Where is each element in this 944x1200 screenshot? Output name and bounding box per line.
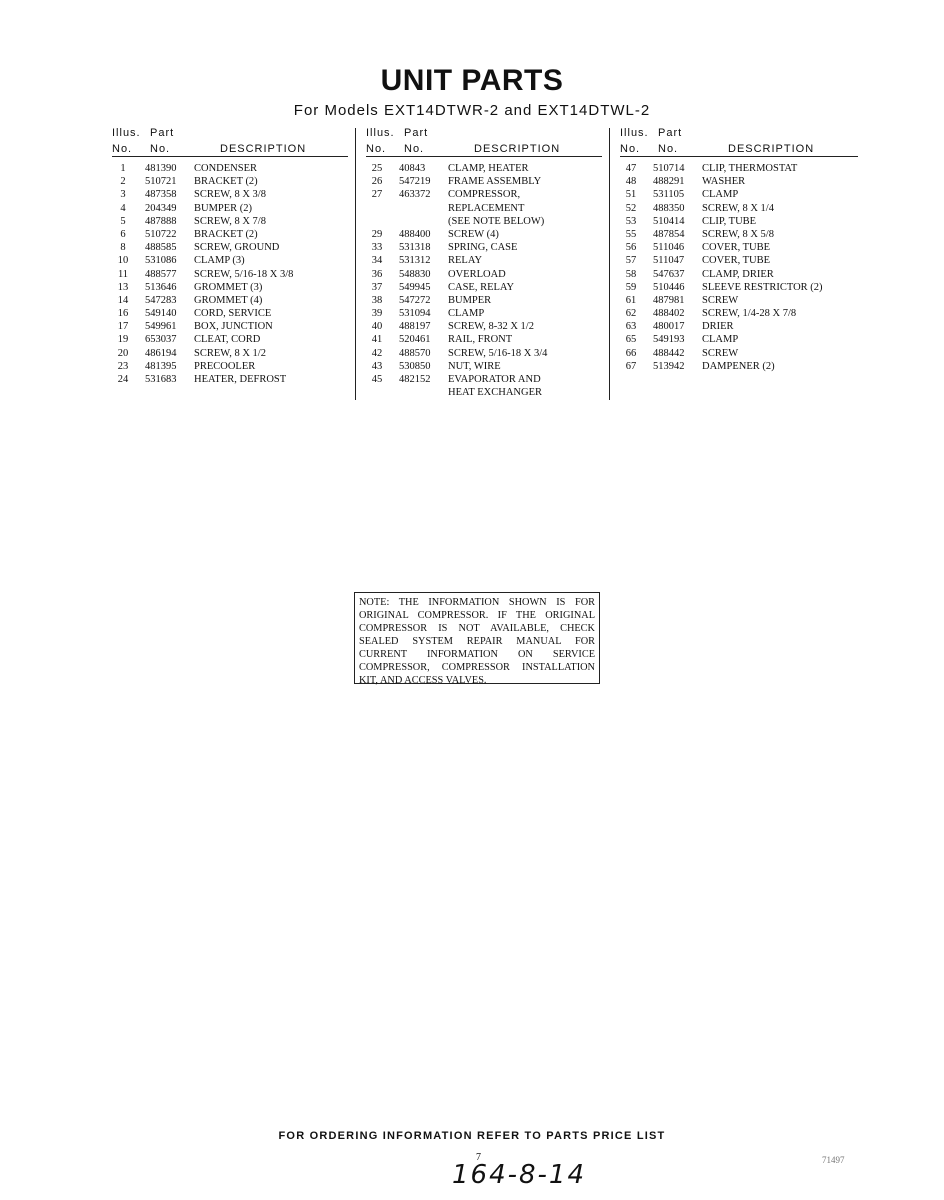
table-row [620,242,858,255]
part-number: 513942 [653,360,685,372]
table-row [366,242,602,255]
part-description: BUMPER (2) [194,202,253,214]
part-no-header: No. [404,143,425,155]
table-row [620,334,858,347]
part-number: 488570 [399,347,431,359]
illus-number: 5 [120,215,126,227]
illus-header: Illus. [620,127,649,139]
table-row [366,176,602,189]
part-description: REPLACEMENT [448,202,525,214]
table-row [366,255,602,268]
part-number: 549945 [399,281,431,293]
part-number: 548830 [399,268,431,280]
illus-number: 10 [117,255,129,267]
part-description: DAMPENER (2) [702,360,775,372]
part-description: COVER, TUBE [702,255,771,267]
table-row [112,308,348,321]
table-row [112,295,348,308]
part-description: PRECOOLER [194,360,256,372]
part-description: SCREW [702,294,739,306]
table-row [620,282,858,295]
part-description: SCREW, 8 X 3/8 [194,189,266,201]
part-description: BOX, JUNCTION [194,321,273,333]
part-number: 513646 [145,281,177,293]
table-row [112,255,348,268]
table-row [112,242,348,255]
illus-number: 29 [371,228,383,240]
table-row [620,203,858,216]
part-no-header: No. [658,143,679,155]
part-number: 488402 [653,308,685,320]
table-row [620,229,858,242]
part-description: CLAMP [702,189,739,201]
part-number: 547272 [399,294,431,306]
table-row [366,269,602,282]
part-number: 463372 [399,189,431,201]
parts-list [366,163,602,400]
illus-number: 67 [625,360,637,372]
part-number: 510722 [145,228,177,240]
table-row [620,308,858,321]
table-row [620,295,858,308]
table-row [112,229,348,242]
description-header: DESCRIPTION [728,143,815,155]
part-number: 482152 [399,374,431,385]
table-row [366,203,602,216]
part-header: Part [150,127,175,139]
part-description: OVERLOAD [448,268,506,280]
parts-list [112,163,348,387]
table-row [366,387,602,400]
illus-number: 42 [371,347,383,359]
illus-number: 38 [371,294,383,306]
part-description: RELAY [448,255,483,267]
part-number: 487981 [653,294,685,306]
part-header: Part [404,127,429,139]
illus-number: 62 [625,308,637,320]
part-description: CLAMP [702,334,739,346]
table-row [620,176,858,189]
part-number: 520461 [399,334,431,346]
part-number: 487358 [145,189,177,201]
illus-number: 47 [625,163,637,174]
part-number: 488400 [399,228,431,240]
illus-number: 59 [625,281,637,293]
table-row [366,361,602,374]
part-no-header: No. [150,143,171,155]
part-number: 531105 [653,189,685,201]
illus-no-header: No. [620,143,641,155]
illus-header: Illus. [112,127,141,139]
part-description: SCREW, 5/16-18 X 3/4 [448,347,548,359]
illus-number: 61 [625,294,637,306]
part-description: BRACKET (2) [194,176,258,188]
part-number: 487888 [145,215,177,227]
table-row [112,176,348,189]
part-description: CLEAT, CORD [194,334,261,346]
illus-number: 24 [117,374,129,385]
illus-number: 6 [120,228,126,240]
table-row [112,361,348,374]
part-description: WASHER [702,176,746,188]
description-header: DESCRIPTION [220,143,307,155]
part-number: 530850 [399,360,431,372]
table-row [112,216,348,229]
page-title: UNIT PARTS [380,64,564,97]
illus-number: 34 [371,255,383,267]
part-description: SCREW, GROUND [194,242,280,254]
part-description: NUT, WIRE [448,360,501,372]
part-number: 480017 [653,321,685,333]
table-row [620,189,858,202]
table-row [366,348,602,361]
part-number: 488350 [653,202,685,214]
table-row [366,321,602,334]
table-row [620,163,858,176]
parts-list [620,163,858,374]
part-description: COVER, TUBE [702,242,771,254]
part-description: DRIER [702,321,734,333]
column-header [366,126,602,157]
table-row [112,163,348,176]
part-description: SPRING, CASE [448,242,518,254]
part-description: FRAME ASSEMBLY [448,176,542,188]
table-row [366,163,602,176]
part-number: 510414 [653,215,685,227]
part-number: 549961 [145,321,177,333]
part-number: 531312 [399,255,431,267]
table-row [112,334,348,347]
table-row [366,295,602,308]
illus-number: 45 [371,374,383,385]
part-number: 510721 [145,176,177,188]
illus-number: 52 [625,202,637,214]
part-description: SCREW, 5/16-18 X 3/8 [194,268,294,280]
illus-header: Illus. [366,127,395,139]
illus-number: 37 [371,281,383,293]
illus-no-header: No. [112,143,133,155]
illus-number: 63 [625,321,637,333]
part-description: SCREW [702,347,739,359]
table-row [112,374,348,387]
part-number: 511047 [653,255,685,267]
part-number: 488442 [653,347,685,359]
table-row [112,348,348,361]
table-row [620,269,858,282]
part-description: CLAMP, DRIER [702,268,774,280]
table-row [112,269,348,282]
part-description: BRACKET (2) [194,228,258,240]
part-description: CLIP, THERMOSTAT [702,163,798,174]
column-header [620,126,858,157]
illus-number: 66 [625,347,637,359]
part-number: 488291 [653,176,685,188]
illus-number: 36 [371,268,383,280]
part-description: CORD, SERVICE [194,308,272,320]
part-number: 531683 [145,374,177,385]
part-number: 531094 [399,308,431,320]
table-row [366,216,602,229]
part-number: 549140 [145,308,177,320]
illus-number: 33 [371,242,383,254]
illus-number: 16 [117,308,129,320]
description-header: DESCRIPTION [474,143,561,155]
compressor-note: NOTE: THE INFORMATION SHOWN IS FOR ORIGINAL COMPRESSOR. IF THE ORIGINAL COMPRESSOR IS NOT AVAILABLE, CHECK SEALED SYSTEM REPAIR MANUAL FOR CURRENT INFORMATION ON SERVICE COMPRESSOR, COMPRESSOR INSTALLATION KIT, AND ACCESS VALVES. [354,592,600,684]
illus-number: 4 [120,202,126,214]
illus-number: 39 [371,308,383,320]
illus-number: 27 [371,189,383,201]
illus-no-header: No. [366,143,387,155]
part-number: 510714 [653,163,685,174]
part-description: CLAMP (3) [194,255,245,267]
parts-column-3 [620,126,858,374]
part-number: 487854 [653,228,685,240]
illus-number: 1 [120,163,126,174]
part-number: 481395 [145,360,177,372]
table-row [620,216,858,229]
part-description: SCREW, 8 X 1/2 [194,347,266,359]
illus-number: 14 [117,294,129,306]
illus-number: 41 [371,334,383,346]
illus-number: 13 [117,281,129,293]
part-description: EVAPORATOR AND [448,374,541,385]
illus-number: 8 [120,242,126,254]
part-description: SCREW, 8 X 1/4 [702,202,774,214]
part-number: 488197 [399,321,431,333]
column-divider-1 [355,128,356,400]
part-description: SLEEVE RESTRICTOR (2) [702,281,823,293]
parts-column-1 [112,126,348,387]
part-description: SCREW, 8 X 5/8 [702,228,774,240]
page-number: 7 [476,1152,481,1163]
part-description: GROMMET (4) [194,294,263,306]
handwritten-annotation: 164-8-14 [452,1160,587,1190]
part-number: 653037 [145,334,177,346]
illus-number: 55 [625,228,637,240]
illus-number: 56 [625,242,637,254]
part-description: SCREW, 8-32 X 1/2 [448,321,534,333]
part-number: 510446 [653,281,685,293]
page-subtitle: For Models EXT14DTWR-2 and EXT14DTWL-2 [293,102,651,119]
part-description: SCREW, 1/4-28 X 7/8 [702,308,797,320]
table-row [366,308,602,321]
illus-number: 11 [117,268,129,280]
illus-number: 48 [625,176,637,188]
table-row [620,361,858,374]
table-row [112,282,348,295]
table-row [620,255,858,268]
illus-number: 26 [371,176,383,188]
illus-number: 53 [625,215,637,227]
part-description: CLAMP [448,308,485,320]
illus-number: 17 [117,321,129,333]
illus-number: 25 [371,163,383,174]
part-description: SCREW, 8 X 7/8 [194,215,266,227]
part-number: 486194 [145,347,177,359]
column-divider-2 [609,128,610,400]
part-number: 481390 [145,163,177,174]
illus-number: 57 [625,255,637,267]
part-description: GROMMET (3) [194,281,263,293]
illus-number: 20 [117,347,129,359]
table-row [620,321,858,334]
illus-number: 43 [371,360,383,372]
part-description: RAIL, FRONT [448,334,513,346]
part-number: 204349 [145,202,177,214]
illus-number: 23 [117,360,129,372]
parts-column-2 [366,126,602,400]
illus-number: 3 [120,189,126,201]
table-row [366,334,602,347]
table-row [366,229,602,242]
part-description: BUMPER [448,294,492,306]
table-row [112,189,348,202]
table-row [112,203,348,216]
part-description: CONDENSER [194,163,258,174]
part-description: SCREW (4) [448,228,499,240]
part-number: 511046 [653,242,685,254]
illus-number: 65 [625,334,637,346]
table-row [112,321,348,334]
part-description: CLIP, TUBE [702,215,757,227]
part-number: 547283 [145,294,177,306]
part-number: 488585 [145,242,177,254]
part-number: 549193 [653,334,685,346]
part-description: CASE, RELAY [448,281,515,293]
part-description: CLAMP, HEATER [448,163,529,174]
part-number: 547219 [399,176,431,188]
part-header: Part [658,127,683,139]
illus-number: 2 [120,176,126,188]
column-header [112,126,348,157]
part-description: COMPRESSOR, [448,189,521,201]
part-description: HEAT EXCHANGER [448,387,543,399]
table-row [366,374,602,387]
part-number: 40843 [399,163,426,174]
part-number: 547637 [653,268,685,280]
table-row [620,348,858,361]
part-number: 531086 [145,255,177,267]
document-code: 71497 [822,1155,845,1165]
ordering-info: FOR ORDERING INFORMATION REFER TO PARTS PRICE LIST [278,1130,666,1142]
table-row [366,282,602,295]
part-number: 488577 [145,268,177,280]
illus-number: 51 [625,189,637,201]
part-description: HEATER, DEFROST [194,374,287,385]
illus-number: 40 [371,321,383,333]
table-row [366,189,602,202]
illus-number: 58 [625,268,637,280]
part-number: 531318 [399,242,431,254]
illus-number: 19 [117,334,129,346]
part-description: (SEE NOTE BELOW) [448,215,545,227]
